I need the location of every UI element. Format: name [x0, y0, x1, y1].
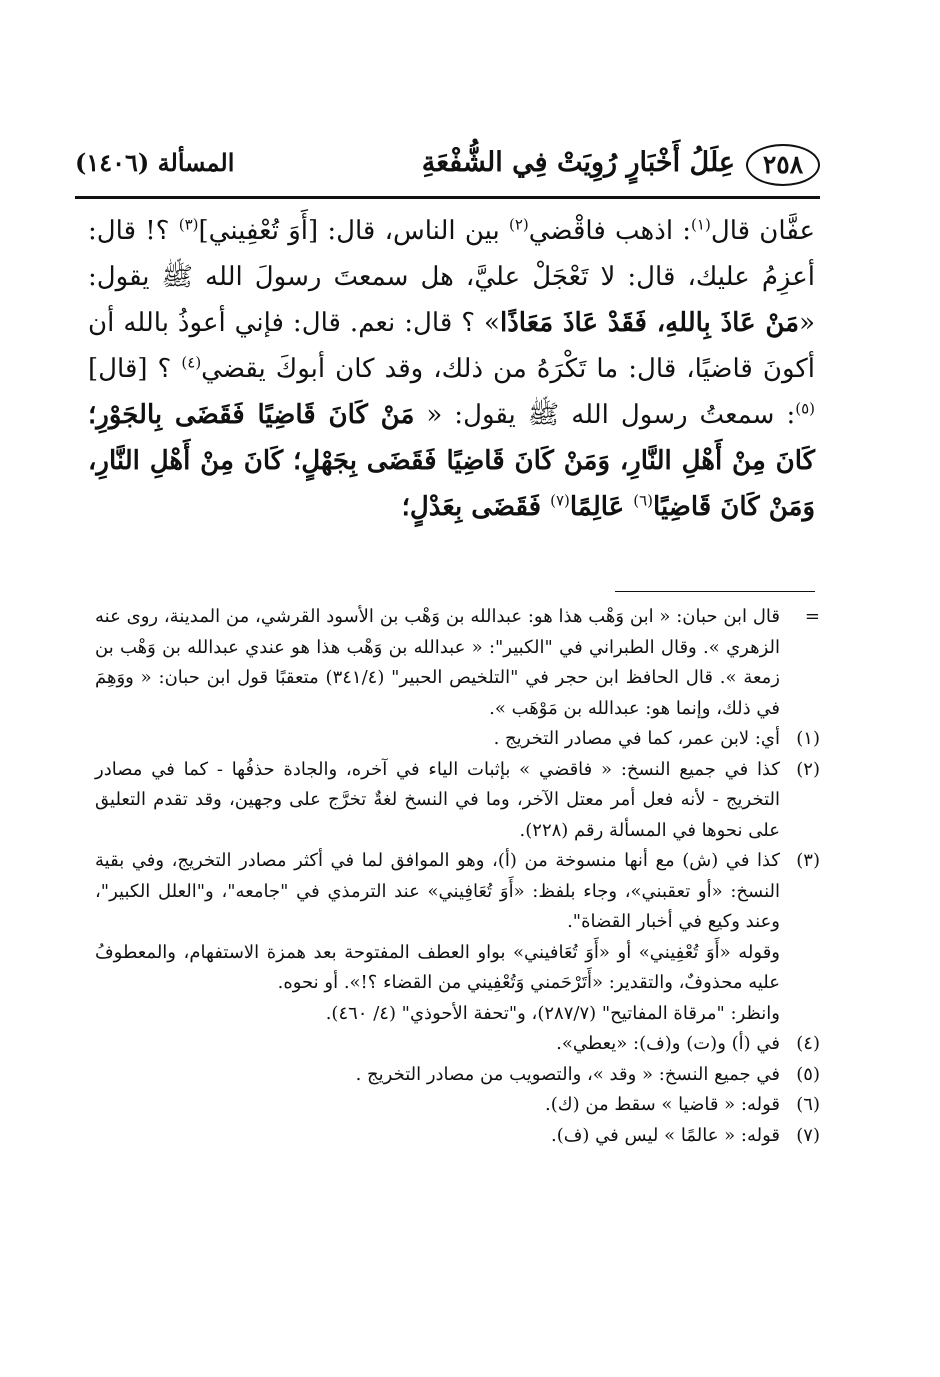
- hadith-quote: فَقَضَى بِعَدْلٍ؛: [401, 492, 551, 522]
- footnote-6: [95, 1090, 820, 1121]
- footnote-5: [95, 1060, 820, 1091]
- hadith-quote: مَنْ عَاذَ بِاللهِ، فَقَدْ عَاذَ مَعَاذًا: [499, 308, 800, 338]
- footnote-separator: [615, 591, 815, 592]
- footnote-text: وانظر: "مرقاة المفاتيح" (٢٨٧/٧)، و"تحفة الأحوذي" (٤/ ٤٦٠).: [325, 1002, 780, 1024]
- footnote-number: (٣): [796, 850, 820, 871]
- main-paragraph: [88, 208, 815, 530]
- footnote-number: (٦): [796, 1094, 820, 1115]
- footnote-text: أي: لابن عمر، كما في مصادر التخريج .: [493, 728, 780, 749]
- footnote-text: كذا في (ش) مع أنها منسوخة من (أ)، وهو الموافق لما في أكثر مصادر التخريج، وفي بقية النسخ: «أو تعقبني»، وجاء بلفظ: «أَوَ تُعَافِيني» عند الترمذي في "جامعه"، و"العلل الكبير"، وعند وكيع في أخبار القضاة".: [95, 850, 780, 932]
- footnote-ref-1[interactable]: (١): [691, 215, 711, 234]
- footnote-ref-2[interactable]: (٢): [508, 215, 529, 234]
- header-rule: [75, 196, 820, 199]
- footnote-ref-6[interactable]: (٦): [633, 491, 654, 510]
- main-text: [88, 208, 815, 530]
- text-segment: ؟ [قال]: [88, 354, 182, 384]
- running-title: عِلَلُ أَخْبَارٍ رُوِيَتْ فِي الشُّفْعَةِ: [421, 147, 735, 178]
- page-number: ٢٥٨: [746, 144, 820, 186]
- footnote-1: [95, 724, 820, 755]
- footnote-text: في جميع النسخ: « وقد »، والتصويب من مصادر التخريج .: [355, 1063, 780, 1085]
- footnote-text: قال ابن حبان: « ابن وَهْب هذا هو: عبدالله بن وَهْب بن الأسود القرشي، من المدينة، روى عنه الزهري ». وقال الطبراني في "الكبير": « عبدالله بن وَهْب هذا هو عندي عبدالله بن وَهْب بن زمعة ». قال الحافظ ابن حجر في "التلخيص الحبير" (٣٤١/٤) متعقبًا قول ابن حبان: « ووَهِمَ في ذلك، وإنما هو: عبدالله بن مَوْهَب ».: [95, 606, 780, 719]
- hadith-quote: مَنْ كَانَ قَاضِيًا فَقَضَى بِالجَوْرِ؛ كَانَ مِنْ أَهْلِ النَّارِ، وَمَنْ كَانَ قَاضِيًا فَقَضَى بِجَهْلٍ؛ كَانَ مِنْ أَهْلِ النَّارِ، وَمَنْ كَانَ قَاضِيًا: [88, 400, 815, 522]
- footnote-ref-4[interactable]: (٤): [181, 353, 202, 372]
- footnote-text: في (أ) و(ت) و(ف): «يعطي».: [556, 1033, 780, 1054]
- text-segment: : سمعتُ رسول الله ﷺ يقول: «: [414, 400, 796, 430]
- footnotes: [95, 602, 820, 1151]
- footnote-text: كذا في جميع النسخ: « فاقضي » بإثبات الياء في آخره، والجادة حذفُها - كما في مصادر التخريج - لأنه فعل أمر معتل الآخر، وما في النسخ لغةٌ تخرَّج على وجهين، وقد تقدم التعليق على نحوها في المسألة رقم (٢٢٨).: [95, 758, 780, 841]
- footnote-continued: [95, 602, 820, 724]
- page-header: [75, 140, 820, 190]
- text-segment: عفَّان قال: [710, 216, 815, 246]
- text-segment: ؟! قال: أعزِمُ عليك، قال: لا تَعْجَلْ عليَّ، هل سمعتَ رسولَ الله ﷺ يقول: «: [88, 216, 816, 338]
- footnote-number: (٧): [796, 1124, 820, 1146]
- footnote-text: قوله: « قاضيا » سقط من (ك).: [545, 1094, 780, 1115]
- footnote-text: قوله: « عالمًا » ليس في (ف).: [551, 1124, 780, 1146]
- footnote-2: [95, 755, 820, 847]
- text-segment: بين الناس، قال: [أَوَ تُعْفِيني]: [198, 216, 509, 246]
- footnote-ref-7[interactable]: (٧): [550, 491, 570, 510]
- footnote-7: [95, 1121, 820, 1152]
- footnote-ref-3[interactable]: (٣): [178, 215, 199, 234]
- footnote-4: [95, 1029, 820, 1060]
- footnote-3: [95, 846, 820, 1029]
- footnote-number: (٤): [796, 1033, 820, 1054]
- footnote-number: (١): [796, 728, 820, 749]
- footnote-number: (٢): [796, 758, 820, 780]
- text-segment: : اذهب فاقْضي: [528, 216, 692, 246]
- text-segment: » ؟ قال: نعم. قال: فإني أعوذُ بالله أن أكونَ قاضيًا، قال: ما تَكْرَهُ من ذلك، وقد كان أبوكَ يقضي: [88, 308, 816, 384]
- footnote-ref-5[interactable]: (٥): [795, 399, 815, 418]
- footnote-number: =: [804, 606, 820, 627]
- hadith-quote: عَالِمًا: [569, 492, 634, 522]
- footnote-number: (٥): [796, 1063, 820, 1085]
- footnote-text: وقوله «أَوَ تُعْفِيني» أو «أَوَ تُعَافيني» بواو العطف المفتوحة بعد همزة الاستفهام، والمعطوفُ عليه محذوفٌ، والتقدير: «أَتَرْحَمني وَتُعْفِيني من القضاء ؟!». أو نحوه.: [95, 941, 780, 993]
- issue-label: المسألة (١٤٠٦): [75, 148, 235, 177]
